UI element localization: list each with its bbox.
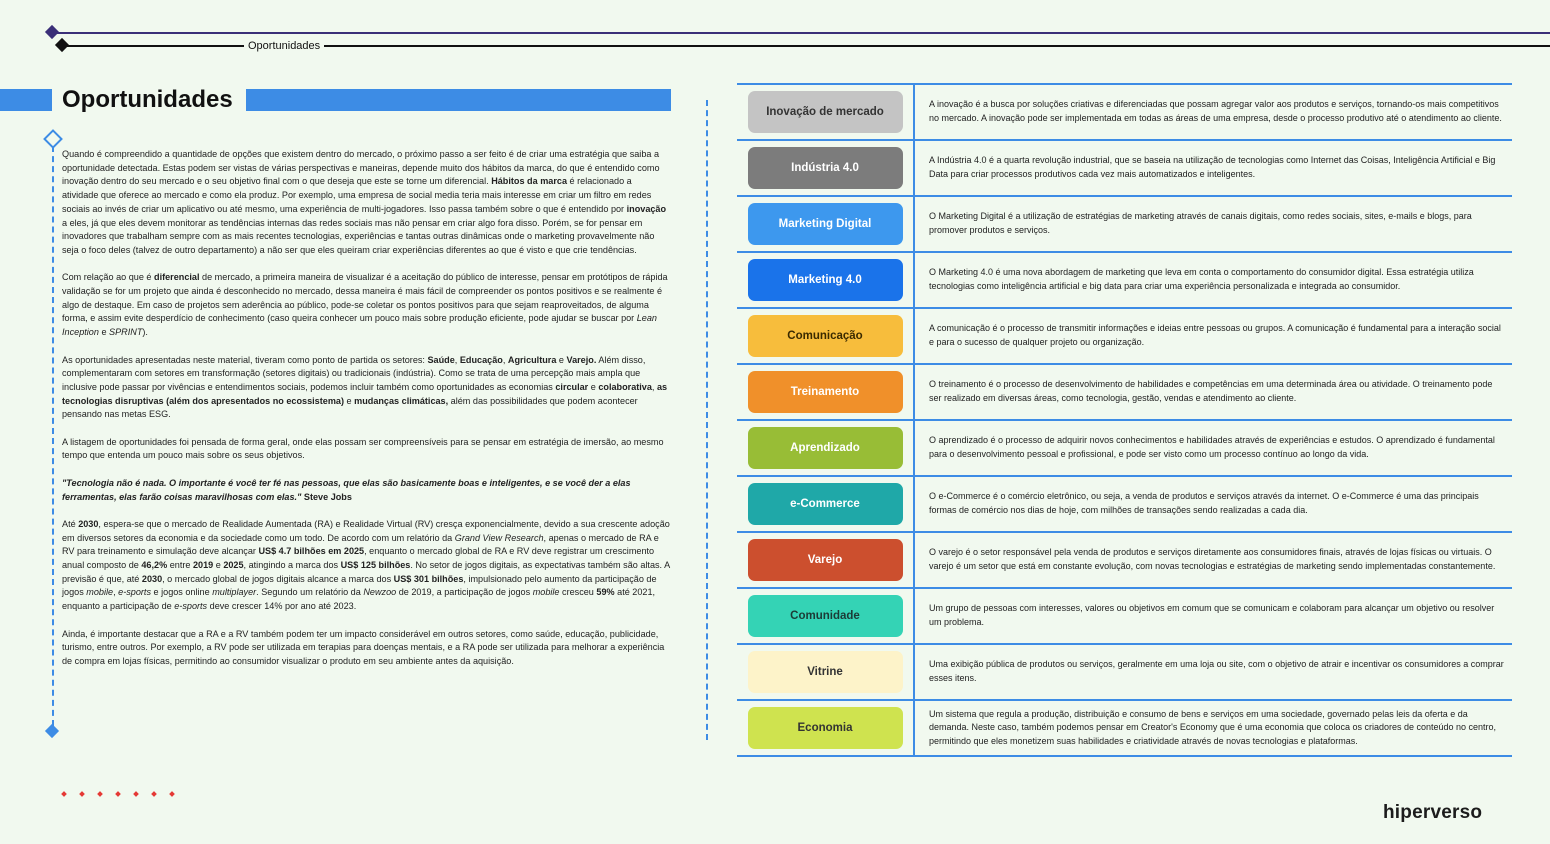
table-row bbox=[737, 197, 1512, 253]
text-segment: colaborativa bbox=[598, 381, 652, 392]
table-label-cell bbox=[737, 421, 915, 475]
category-pill: Marketing Digital bbox=[748, 203, 903, 245]
text-segment: 2025 bbox=[223, 560, 244, 571]
text-segment: 2030 bbox=[141, 573, 163, 584]
text-segment: Hábitos da marca bbox=[491, 176, 567, 187]
body-paragraph bbox=[62, 477, 670, 504]
text-segment: mobile bbox=[86, 587, 114, 598]
text-segment: Lean Inception bbox=[62, 313, 657, 338]
text-segment: circular bbox=[555, 381, 589, 392]
table-label-cell bbox=[737, 253, 915, 307]
text-segment: US$ 125 bilhões bbox=[340, 560, 411, 571]
text-segment: diferencial bbox=[154, 272, 200, 283]
body-paragraph bbox=[62, 148, 670, 258]
table-label-cell bbox=[737, 589, 915, 643]
title-bar-left bbox=[0, 89, 52, 111]
text-segment: As oportunidades apresentadas neste material, tiveram como ponto de partida os setores: bbox=[62, 354, 428, 365]
text-segment: 2030 bbox=[78, 518, 99, 529]
text-segment: multiplayer bbox=[212, 587, 257, 598]
text-segment: é relacionado a atividade que oferece ao mercado e como ela produz. Por exemplo, uma empresa de social media teria mais interesse em criar um filtro em redes sociais ao invés de criar um aplicativo ou até mesmo, uma experiência de multi-jogadores. Isso passa também sobre o que é entendido por bbox=[62, 176, 652, 214]
category-description: O Marketing Digital é a utilização de estratégias de marketing através de canais digitais, como redes sociais, sites, e-mails e blogs, para promover produtos e serviços. bbox=[929, 211, 1472, 235]
text-segment: mobile bbox=[532, 587, 560, 598]
category-description: O varejo é o setor responsável pela venda de produtos e serviços diretamente aos consumidores finais, através de lojas físicas ou virtuais. O varejo é um setor que está em constante evolução, com novas tecnologias e estratégias de marketing sendo implementadas constantemente. bbox=[929, 547, 1496, 571]
text-segment: Com relação ao que é bbox=[62, 272, 155, 283]
table-label-cell bbox=[737, 477, 915, 531]
category-pill: Comunidade bbox=[748, 595, 903, 637]
category-description: Uma exibição pública de produtos ou serviços, geralmente em uma loja ou site, com o objetivo de atrair e incentivar os consumidores a comprar esses itens. bbox=[929, 659, 1504, 683]
table-label-cell bbox=[737, 701, 915, 755]
dot-icon bbox=[115, 791, 121, 797]
text-segment: cresceu bbox=[559, 587, 597, 598]
category-pill: e-Commerce bbox=[748, 483, 903, 525]
page-title: Oportunidades bbox=[62, 86, 233, 113]
text-segment: , bbox=[454, 354, 460, 365]
table-row bbox=[737, 589, 1512, 645]
dot-icon bbox=[151, 791, 157, 797]
category-description: A inovação é a busca por soluções criativas e diferenciadas que possam agregar valor aos produtos e serviços, tornando-os mais competitivos no mercado. A inovação pode ser implementada em todas as áreas de uma empresa, desde o processo produtivo até o atendimento ao cliente. bbox=[929, 99, 1502, 123]
text-segment: , bbox=[502, 354, 508, 365]
text-segment: e bbox=[98, 327, 110, 338]
table-label-cell bbox=[737, 533, 915, 587]
category-pill: Vitrine bbox=[748, 651, 903, 693]
text-segment: a eles, já que eles devem monitorar as tendências internas das redes sociais mas não pensar em criar algo fora disso. Porém, se for pensar em inovadores que trabalham sempre com as mais recentes tecnologias, experiências e tantas outras dinâmicas onde o marketing provavelmente não seja o foco deles (talvez de outro departamento) a não ser que eles queiram criar experiências diferentes ao que é visto e que crie tendências. bbox=[62, 217, 655, 255]
category-description: O treinamento é o processo de desenvolvimento de habilidades e competências em uma determinada área ou atividade. O treinamento pode ser realizado em diversas áreas, como tecnologia, gestão, vendas e atendimento ao cliente. bbox=[929, 379, 1493, 403]
text-segment: e bbox=[344, 395, 355, 406]
text-segment: , atingindo a marca dos bbox=[243, 560, 341, 571]
body-text bbox=[62, 148, 670, 669]
body-paragraph bbox=[62, 628, 670, 669]
text-segment: de mercado, a primeira maneira de visualizar é a aceitação do público de interesse, pensar em protótipos de rápida validação se for um projeto que ainda é desconhecido no mercado, dessa maneira é mais fácil de compreender os pontos positivos e se realmente é algo de destaque. Em caso de projetos sem aderência ao público, pode-se coletar os pontos positivos para que sejam reaproveitados, de alguma forma, e assim evite desperdício de conhecimento (caso queira conhecer um pouco mais sobre produção eficiente, pode ajudar se buscar por bbox=[62, 272, 668, 324]
category-pill: Economia bbox=[748, 707, 903, 749]
text-segment: Newzoo bbox=[363, 587, 397, 598]
text-segment: Quando é compreendido a quantidade de opções que existem dentro do mercado, o próximo passo a ser feito é de criar uma estratégia que saiba a oportunidade detectada. Estas podem ser vistas de várias perspectivas e maneiras, depende muito dos hábitos da marca, do que é entendido como inovação dentro do seu mercado e o seu objetivo final com o que deseja que este se torne um diferencial. bbox=[62, 149, 660, 187]
category-pill: Varejo bbox=[748, 539, 903, 581]
text-segment: , impulsionado pelo aumento da participação de jogos bbox=[62, 573, 657, 598]
category-pill: Marketing 4.0 bbox=[748, 259, 903, 301]
table-row bbox=[737, 309, 1512, 365]
brand-logo: hiperverso bbox=[1383, 802, 1483, 823]
decorative-dots bbox=[62, 792, 174, 796]
header-line-top bbox=[52, 32, 1550, 34]
text-segment: SPRINT bbox=[109, 327, 143, 338]
text-segment: e-sports bbox=[174, 601, 208, 612]
category-description: Um grupo de pessoas com interesses, valores ou objetivos em comum que se comunicam e colaboram para alcançar um objetivo ou resolver um problema. bbox=[929, 603, 1495, 627]
table-row bbox=[737, 365, 1512, 421]
table-row bbox=[737, 477, 1512, 533]
text-segment: até 2021, enquanto a participação de bbox=[62, 587, 656, 612]
table-row bbox=[737, 253, 1512, 309]
text-segment: e bbox=[588, 381, 599, 392]
text-segment: e bbox=[556, 354, 567, 365]
body-paragraph bbox=[62, 354, 670, 423]
text-segment: 46,2% bbox=[141, 560, 168, 571]
category-description: A comunicação é o processo de transmitir informações e ideias entre pessoas ou grupos. A comunicação é fundamental para a interação social e para o sucesso de qualquer projeto ou organização. bbox=[929, 323, 1501, 347]
table-label-cell bbox=[737, 645, 915, 699]
table-row bbox=[737, 645, 1512, 701]
category-description: A Indústria 4.0 é a quarta revolução industrial, que se baseia na utilização de tecnologias como Internet das Coisas, Inteligência Artificial e Big Data para criar processos produtivos cada vez mais automatizados e inteligentes. bbox=[929, 155, 1496, 179]
category-description: O e-Commerce é o comércio eletrônico, ou seja, a venda de produtos e serviços através da internet. O e-Commerce é uma das principais formas de comércio nos dias de hoje, com milhões de transações sendo realizadas a cada dia. bbox=[929, 491, 1479, 515]
text-segment: 2019 bbox=[192, 560, 214, 571]
text-segment: , o mercado global de jogos digitais alcance a marca dos bbox=[162, 573, 394, 584]
diamond-icon bbox=[45, 724, 59, 738]
dot-icon bbox=[169, 791, 175, 797]
body-paragraph bbox=[62, 436, 670, 463]
text-segment: deve crescer 14% por ano até 2023. bbox=[207, 601, 357, 612]
dot-icon bbox=[61, 791, 67, 797]
table-row bbox=[737, 421, 1512, 477]
category-pill: Aprendizado bbox=[748, 427, 903, 469]
text-segment: de 2019, a participação de jogos bbox=[396, 587, 533, 598]
text-segment: 59% bbox=[596, 587, 615, 598]
dot-icon bbox=[133, 791, 139, 797]
text-segment: , bbox=[651, 381, 657, 392]
table-row bbox=[737, 85, 1512, 141]
table-label-cell bbox=[737, 365, 915, 419]
text-segment: Steve Jobs bbox=[301, 491, 352, 502]
breadcrumb: Oportunidades bbox=[244, 39, 324, 53]
text-segment: , apenas o mercado de RA e RV para treinamento e simulação deve alcançar bbox=[62, 532, 659, 557]
text-segment: ). bbox=[142, 327, 148, 338]
text-segment: Agricultura bbox=[507, 354, 557, 365]
text-segment: além das possibilidades que podem acontecer pensando nas metas ESG. bbox=[62, 395, 638, 420]
category-description: O aprendizado é o processo de adquirir novos conhecimentos e habilidades através de experiências e estudos. O aprendizado é fundamental para o desenvolvimento pessoal e profissional, e pode ser visto como um processo contínuo ao longo da vida. bbox=[929, 435, 1495, 459]
header-diamond-icon bbox=[45, 25, 59, 39]
text-segment: e-sports bbox=[118, 587, 151, 598]
body-paragraph bbox=[62, 518, 670, 614]
table-label-cell bbox=[737, 309, 915, 363]
text-segment: , espera-se que o mercado de Realidade Aumentada (RA) e Realidade Virtual (RV) cresça exponencialmente, devido a sua crescente adoção em diversos setores da economia e da sociedade como um todo. De acordo com um relatório da bbox=[62, 518, 670, 543]
table-label-cell bbox=[737, 85, 915, 139]
text-segment: Educação bbox=[459, 354, 503, 365]
dot-icon bbox=[79, 791, 85, 797]
category-pill: Comunicação bbox=[748, 315, 903, 357]
text-segment: Além disso, complementaram com setores em transformação (setores digitais) ou tradicionais (indústria). Como se trata de uma percepção mais ampla que inclusive pode passar por vivências e entendimentos sociais, podemos incluir também como oportunidades as economias bbox=[62, 354, 646, 392]
table-row bbox=[737, 701, 1512, 757]
text-segment: entre bbox=[167, 560, 193, 571]
text-segment: "Tecnologia não é nada. O importante é você ter fé nas pessoas, que elas são basicamente boas e inteligentes, e se você der a elas ferramentas, elas farão coisas maravilhosas com elas." bbox=[62, 477, 631, 502]
header-diamond-icon bbox=[55, 38, 69, 52]
dot-icon bbox=[97, 791, 103, 797]
text-segment: e bbox=[213, 560, 224, 571]
text-segment: Até bbox=[62, 518, 79, 529]
text-segment: mudanças climáticas, bbox=[354, 395, 449, 406]
text-segment: . No setor de jogos digitais, as expectativas também são altas. A previsão é que, até bbox=[62, 560, 670, 584]
category-pill: Inovação de mercado bbox=[748, 91, 903, 133]
left-dashed-line bbox=[52, 146, 54, 726]
category-description: O Marketing 4.0 é uma nova abordagem de marketing que leva em conta o comportamento do consumidor digital. Essa estratégia utiliza tecnologias como inteligência artificial e big data para criar uma experiência personalizada e integrada ao consumidor. bbox=[929, 267, 1474, 291]
table-label-cell bbox=[737, 141, 915, 195]
column-divider bbox=[706, 100, 708, 740]
text-segment: Grand View Research bbox=[454, 532, 544, 543]
text-segment: Saúde bbox=[427, 354, 455, 365]
text-segment: , bbox=[113, 587, 119, 598]
table-row bbox=[737, 141, 1512, 197]
category-description: Um sistema que regula a produção, distribuição e consumo de bens e serviços em uma sociedade, governado pelas leis da oferta e da demanda. Neste caso, também podemos pensar em Creator's Economy que é uma economia que coloca os criadores de conteúdo no centro, permitindo que eles monetizem suas habilidades e criatividade através de novas tecnologias e plataformas. bbox=[929, 708, 1497, 746]
text-segment: US$ 301 bilhões bbox=[393, 573, 464, 584]
text-segment: Ainda, é importante destacar que a RA e a RV também podem ter um impacto considerável em outros setores, como saúde, educação, publicidade, turismo, entre outros. Por exemplo, a RV pode ser utilizada em terapias para doenças mentais, e a RA pode ser utilizada para melhorar a experiência de compra em lojas físicas, permitindo ao consumidor visualizar o produto em seu ambiente antes da aquisição. bbox=[62, 628, 665, 666]
title-bar-right bbox=[246, 89, 671, 111]
text-segment: . Segundo um relatório da bbox=[256, 587, 364, 598]
text-segment: A listagem de oportunidades foi pensada de forma geral, onde elas possam ser compreensíveis para se pensar em estratégia de imersão, ao mesmo tempo que entenda um pouco mais sobre os seus objetivos. bbox=[62, 436, 664, 461]
table-label-cell bbox=[737, 197, 915, 251]
text-segment: Varejo. bbox=[566, 354, 597, 365]
table-row bbox=[737, 533, 1512, 589]
text-segment: US$ 4.7 bilhões em 2025 bbox=[258, 546, 365, 557]
body-paragraph bbox=[62, 271, 670, 340]
text-segment: inovação bbox=[626, 203, 667, 214]
category-pill: Treinamento bbox=[748, 371, 903, 413]
category-pill: Indústria 4.0 bbox=[748, 147, 903, 189]
text-segment: , enquanto o mercado global de RA e RV deve registrar um crescimento anual composto de bbox=[62, 546, 655, 571]
opportunities-table bbox=[737, 83, 1512, 757]
text-segment: e jogos online bbox=[151, 587, 213, 598]
text-segment: as tecnologias disruptivas (além dos apresentados no ecossistema) bbox=[62, 381, 668, 406]
